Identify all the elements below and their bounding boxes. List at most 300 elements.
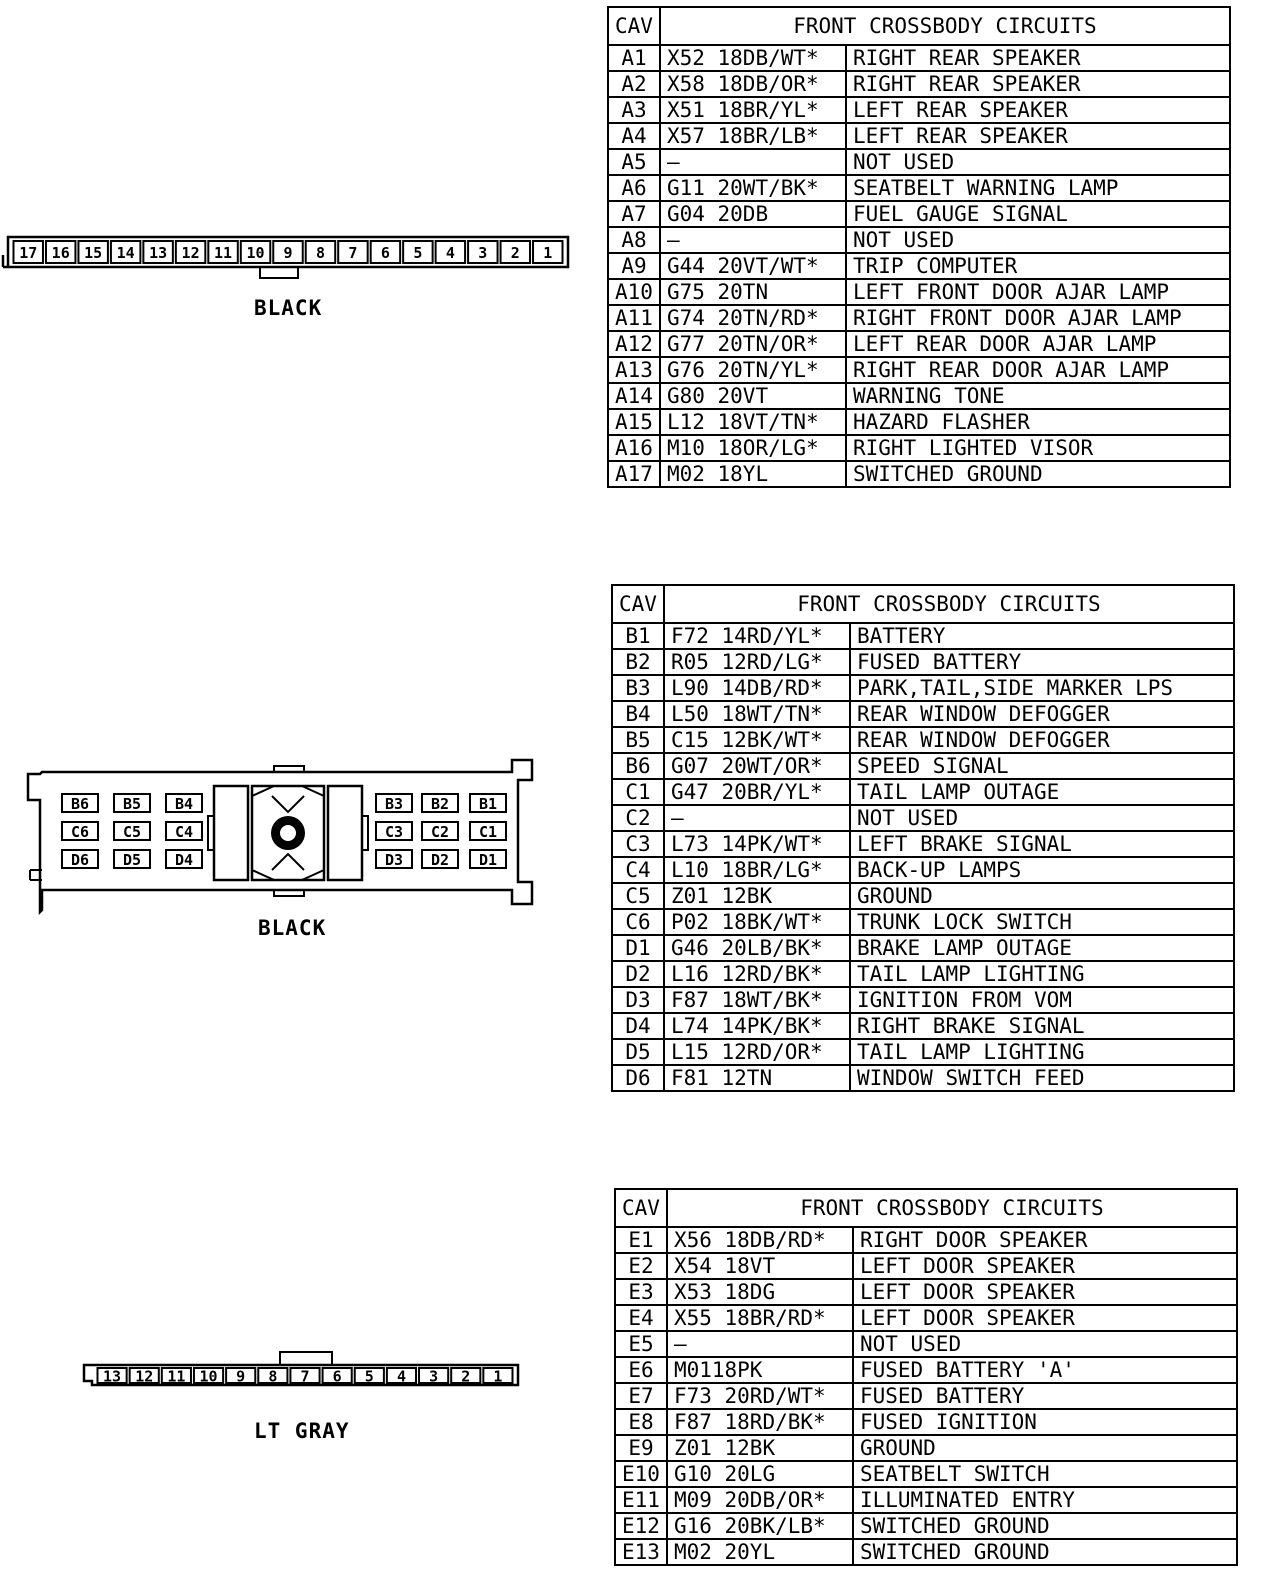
- cavity-label: C1: [478, 823, 498, 841]
- wire-code: M02 20YL: [667, 1539, 853, 1565]
- cavity-label: B5: [122, 795, 142, 813]
- table-row: [608, 45, 1230, 71]
- cavity-number: A9: [608, 253, 660, 279]
- table-row: [608, 149, 1230, 175]
- table-row: [615, 1279, 1237, 1305]
- wire-code: G75 20TN: [660, 279, 846, 305]
- wire-code: Z01 12BK: [664, 883, 850, 909]
- cavity: [436, 241, 465, 263]
- cavity-number: A11: [608, 305, 660, 331]
- cavity-label: 7: [348, 244, 358, 262]
- circuit-function: NOT USED: [850, 805, 1234, 831]
- connector-18-way: [22, 752, 542, 922]
- table-row: [608, 201, 1230, 227]
- table-row: [608, 279, 1230, 305]
- circuit-function: NOT USED: [846, 149, 1230, 175]
- cavity-number: B3: [612, 675, 664, 701]
- table-row: [608, 97, 1230, 123]
- wire-code: G16 20BK/LB*: [667, 1513, 853, 1539]
- wire-code: —: [667, 1331, 853, 1357]
- table-row: [612, 857, 1234, 883]
- table-row: [615, 1305, 1237, 1331]
- table-row: [612, 909, 1234, 935]
- circuit-function: RIGHT DOOR SPEAKER: [853, 1227, 1237, 1253]
- cavity: [323, 1368, 352, 1386]
- wire-code: L16 12RD/BK*: [664, 961, 850, 987]
- table-row: [608, 383, 1230, 409]
- cavity-label: 3: [478, 244, 488, 262]
- cavity: [290, 1368, 319, 1386]
- wire-code: L90 14DB/RD*: [664, 675, 850, 701]
- cavity: [98, 1368, 127, 1386]
- cavity-number: C5: [612, 883, 664, 909]
- cavity: [273, 241, 302, 263]
- circuit-function: RIGHT REAR SPEAKER: [846, 71, 1230, 97]
- cavity: [422, 822, 458, 841]
- circuit-function: GROUND: [853, 1435, 1237, 1461]
- wire-code: C15 12BK/WT*: [664, 727, 850, 753]
- table-row: [612, 961, 1234, 987]
- cavity-number: C3: [612, 831, 664, 857]
- cavity-label: 15: [84, 244, 103, 262]
- cavity: [501, 241, 530, 263]
- circuit-function: BACK-UP LAMPS: [850, 857, 1234, 883]
- wire-code: X55 18BR/RD*: [667, 1305, 853, 1331]
- cavity-label: 10: [246, 244, 265, 262]
- cavity-label: 4: [445, 244, 455, 262]
- cavity-number: B2: [612, 649, 664, 675]
- table-row: [615, 1383, 1237, 1409]
- wire-code: —: [660, 227, 846, 253]
- cavity-label: D4: [174, 851, 194, 869]
- wire-code: X53 18DG: [667, 1279, 853, 1305]
- cavity-label: 5: [364, 1367, 374, 1386]
- cavity-label: 5: [413, 244, 423, 262]
- table-row: [608, 227, 1230, 253]
- cavity-number: E10: [615, 1461, 667, 1487]
- cavity-number: A8: [608, 227, 660, 253]
- circuit-function: FUSED BATTERY: [853, 1383, 1237, 1409]
- wire-code: X56 18DB/RD*: [667, 1227, 853, 1253]
- wire-code: X57 18BR/LB*: [660, 123, 846, 149]
- connector-17-color-label: BLACK: [254, 296, 323, 320]
- connector-17-way: [0, 225, 580, 285]
- wire-code: G11 20WT/BK*: [660, 175, 846, 201]
- table-row: [612, 883, 1234, 909]
- circuit-function: SWITCHED GROUND: [853, 1513, 1237, 1539]
- cavity-number: A12: [608, 331, 660, 357]
- cavity-label: D1: [478, 851, 498, 869]
- wire-code: X52 18DB/WT*: [660, 45, 846, 71]
- circuit-function: SWITCHED GROUND: [853, 1539, 1237, 1565]
- cavity-number: C1: [612, 779, 664, 805]
- cavity-label: 3: [429, 1367, 439, 1386]
- cavity-number: A6: [608, 175, 660, 201]
- table-row: [608, 253, 1230, 279]
- wire-code: —: [664, 805, 850, 831]
- cavity: [376, 850, 412, 869]
- cavity-number: B5: [612, 727, 664, 753]
- cavity-label: 12: [135, 1367, 154, 1386]
- wire-code: Z01 12BK: [667, 1435, 853, 1461]
- cavity-label: 13: [103, 1367, 122, 1386]
- table-row: [608, 357, 1230, 383]
- wire-code: L73 14PK/WT*: [664, 831, 850, 857]
- cavity: [166, 850, 202, 869]
- cavity-number: E9: [615, 1435, 667, 1461]
- circuit-function: WARNING TONE: [846, 383, 1230, 409]
- wire-code: L74 14PK/BK*: [664, 1013, 850, 1039]
- circuit-function: HAZARD FLASHER: [846, 409, 1230, 435]
- cav-column-header: CAV: [612, 585, 664, 623]
- cavity: [114, 794, 150, 813]
- wire-code: F73 20RD/WT*: [667, 1383, 853, 1409]
- cavity-label: 6: [380, 244, 390, 262]
- cavity-label: 7: [300, 1367, 310, 1386]
- table-row: [615, 1435, 1237, 1461]
- cavity: [78, 241, 107, 263]
- cavity: [468, 241, 497, 263]
- cavity: [241, 241, 270, 263]
- cavity-label: B2: [430, 795, 450, 813]
- cavity-table-bcd: [611, 584, 1235, 1092]
- table-row: [612, 1039, 1234, 1065]
- wire-code: F87 18WT/BK*: [664, 987, 850, 1013]
- connector-18-center-block-left: [214, 786, 248, 880]
- circuit-function: SEATBELT WARNING LAMP: [846, 175, 1230, 201]
- cavity-label: 2: [461, 1367, 471, 1386]
- cavity: [483, 1368, 512, 1386]
- cavity-number: A10: [608, 279, 660, 305]
- table-row: [612, 1013, 1234, 1039]
- circuit-function: FUSED BATTERY: [850, 649, 1234, 675]
- circuit-function: BRAKE LAMP OUTAGE: [850, 935, 1234, 961]
- circuit-function: RIGHT REAR SPEAKER: [846, 45, 1230, 71]
- table-row: [615, 1409, 1237, 1435]
- table-row: [612, 753, 1234, 779]
- cavity: [111, 241, 140, 263]
- cavity: [470, 794, 506, 813]
- cavity-label: B3: [384, 795, 404, 813]
- cavity-number: D4: [612, 1013, 664, 1039]
- cavity-table-a: [607, 6, 1231, 488]
- cavity-number: A1: [608, 45, 660, 71]
- cavity-label: D5: [122, 851, 142, 869]
- wire-code: G04 20DB: [660, 201, 846, 227]
- cavity: [208, 241, 237, 263]
- cavity-number: D6: [625, 1066, 651, 1090]
- cavity: [114, 850, 150, 869]
- cavity-label: C2: [430, 823, 450, 841]
- cavity-number: B1: [612, 623, 664, 649]
- circuit-function: LEFT DOOR SPEAKER: [853, 1279, 1237, 1305]
- cavity: [403, 241, 432, 263]
- cavity: [422, 794, 458, 813]
- cavity-label: 12: [181, 244, 200, 262]
- wire-code: G46 20LB/BK*: [664, 935, 850, 961]
- circuit-function: WINDOW SWITCH FEED: [850, 1065, 1234, 1091]
- circuit-function: TRUNK LOCK SWITCH: [850, 909, 1234, 935]
- connector-17-cavities: [14, 241, 563, 263]
- cavity: [226, 1368, 255, 1386]
- cavity-number: A3: [608, 97, 660, 123]
- cavity-label: D2: [430, 851, 450, 869]
- wire-code: F87 18RD/BK*: [667, 1409, 853, 1435]
- circuit-function: TAIL LAMP LIGHTING: [850, 961, 1234, 987]
- circuit-function: LEFT REAR SPEAKER: [846, 123, 1230, 149]
- wire-code: G44 20VT/WT*: [660, 253, 846, 279]
- cavity: [62, 850, 98, 869]
- table-row: [615, 1253, 1237, 1279]
- table-row: [612, 649, 1234, 675]
- cavity-number: B4: [612, 701, 664, 727]
- cavity-label: 4: [396, 1367, 406, 1386]
- circuit-function: TAIL LAMP OUTAGE: [850, 779, 1234, 805]
- cavity-number: A15: [608, 409, 660, 435]
- cavity-number: C2: [612, 805, 664, 831]
- cavity-label: D6: [70, 851, 90, 869]
- circuit-function: SWITCHED GROUND: [846, 461, 1230, 487]
- cavity-label: 1: [493, 1367, 503, 1386]
- circuit-function: ILLUMINATED ENTRY: [853, 1487, 1237, 1513]
- cavity-label: C3: [384, 823, 404, 841]
- cavity: [470, 822, 506, 841]
- table-title: FRONT CROSSBODY CIRCUITS: [660, 7, 1230, 45]
- cavity-number: E2: [615, 1253, 667, 1279]
- circuit-function: FUSED IGNITION: [853, 1409, 1237, 1435]
- cavity: [422, 850, 458, 869]
- cavity: [62, 822, 98, 841]
- cavity: [194, 1368, 223, 1386]
- cavity-number: D3: [612, 987, 664, 1013]
- wire-code: G76 20TN/YL*: [660, 357, 846, 383]
- cavity-label: B6: [70, 795, 90, 813]
- connector-18-color-label: BLACK: [258, 916, 327, 940]
- cavity-number: E7: [615, 1383, 667, 1409]
- wire-code: X51 18BR/YL*: [660, 97, 846, 123]
- cavity: [376, 822, 412, 841]
- cavity-number: E12: [615, 1513, 667, 1539]
- cavity-label: 11: [167, 1367, 186, 1386]
- table-row: [612, 805, 1234, 831]
- cavity: [176, 241, 205, 263]
- cavity-number: D2: [612, 961, 664, 987]
- cav-column-header: CAV: [608, 7, 660, 45]
- cavity-number: A4: [608, 123, 660, 149]
- cavity: [143, 241, 172, 263]
- table-title: FRONT CROSSBODY CIRCUITS: [664, 585, 1234, 623]
- cavity-number: E11: [615, 1487, 667, 1513]
- wire-code: R05 12RD/LG*: [664, 649, 850, 675]
- cavity: [114, 822, 150, 841]
- circuit-function: GROUND: [850, 883, 1234, 909]
- cavity-label: 10: [199, 1367, 218, 1386]
- cavity-number: B6: [612, 753, 664, 779]
- cavity-label: 11: [214, 244, 233, 262]
- cavity-label: 13: [149, 244, 168, 262]
- table-row: [608, 331, 1230, 357]
- circuit-function: BATTERY: [850, 623, 1234, 649]
- cavity-label: 6: [332, 1367, 342, 1386]
- wire-code: P02 18BK/WT*: [664, 909, 850, 935]
- cavity-number: C4: [612, 857, 664, 883]
- table-row: [615, 1539, 1237, 1565]
- cavity-number: A16: [608, 435, 660, 461]
- circuit-function: RIGHT REAR DOOR AJAR LAMP: [846, 357, 1230, 383]
- circuit-function: LEFT DOOR SPEAKER: [853, 1305, 1237, 1331]
- table-row: [612, 831, 1234, 857]
- cavity-number: E3: [615, 1279, 667, 1305]
- table-row: [612, 935, 1234, 961]
- cavity: [162, 1368, 191, 1386]
- table-row: [615, 1357, 1237, 1383]
- cavity-label: 17: [19, 244, 38, 262]
- wire-code: L10 18BR/LG*: [664, 857, 850, 883]
- wire-code: G74 20TN/RD*: [660, 305, 846, 331]
- cavity-label: D3: [384, 851, 404, 869]
- table-row: [608, 71, 1230, 97]
- circuit-function: LEFT FRONT DOOR AJAR LAMP: [846, 279, 1230, 305]
- cavity-number: E1: [615, 1227, 667, 1253]
- cavity: [130, 1368, 159, 1386]
- table-row: [608, 435, 1230, 461]
- cavity-label: 1: [543, 244, 553, 262]
- cavity: [376, 794, 412, 813]
- circuit-function: FUEL GAUGE SIGNAL: [846, 201, 1230, 227]
- wire-code: G07 20WT/OR*: [664, 753, 850, 779]
- cavity-label: 2: [510, 244, 520, 262]
- wire-code: F72 14RD/YL*: [664, 623, 850, 649]
- cavity-label: 8: [315, 244, 325, 262]
- wire-code: M09 20DB/OR*: [667, 1487, 853, 1513]
- cavity-number: E13: [622, 1540, 660, 1564]
- cavity: [338, 241, 367, 263]
- cavity: [46, 241, 75, 263]
- circuit-function: NOT USED: [853, 1331, 1237, 1357]
- cavity: [258, 1368, 287, 1386]
- circuit-function: NOT USED: [846, 227, 1230, 253]
- circuit-function: IGNITION FROM VOM: [850, 987, 1234, 1013]
- cavity-label: 9: [283, 244, 293, 262]
- circuit-function: RIGHT FRONT DOOR AJAR LAMP: [846, 305, 1230, 331]
- table-row: [612, 701, 1234, 727]
- circuit-function: RIGHT BRAKE SIGNAL: [850, 1013, 1234, 1039]
- wire-code: M02 18YL: [660, 461, 846, 487]
- table-row: [615, 1461, 1237, 1487]
- cav-column-header: CAV: [615, 1189, 667, 1227]
- wire-code: G10 20LG: [667, 1461, 853, 1487]
- cavity-label: B4: [174, 795, 194, 813]
- connector-13-latch: [280, 1352, 332, 1365]
- connector-13-cavities: [98, 1368, 513, 1386]
- cavity: [166, 794, 202, 813]
- table-row: [612, 1065, 1234, 1091]
- circuit-function: FUSED BATTERY 'A': [853, 1357, 1237, 1383]
- cavity: [451, 1368, 480, 1386]
- cavity: [355, 1368, 384, 1386]
- cavity-number: A13: [608, 357, 660, 383]
- circuit-function: PARK,TAIL,SIDE MARKER LPS: [850, 675, 1234, 701]
- circuit-function: SEATBELT SWITCH: [853, 1461, 1237, 1487]
- table-row: [612, 727, 1234, 753]
- cavity-number: A2: [608, 71, 660, 97]
- table-row: [612, 623, 1234, 649]
- wire-code: X54 18VT: [667, 1253, 853, 1279]
- cavity-label: 8: [268, 1367, 278, 1386]
- circuit-function: TRIP COMPUTER: [846, 253, 1230, 279]
- cavity-number: D5: [612, 1039, 664, 1065]
- table-row: [612, 987, 1234, 1013]
- cavity-label: C5: [122, 823, 142, 841]
- connector-13-way: [80, 1345, 530, 1395]
- circuit-function: SPEED SIGNAL: [850, 753, 1234, 779]
- cavity: [14, 241, 43, 263]
- cavity-number: D1: [612, 935, 664, 961]
- cavity-label: C4: [174, 823, 194, 841]
- circuit-function: TAIL LAMP LIGHTING: [850, 1039, 1234, 1065]
- table-row: [615, 1487, 1237, 1513]
- wire-code: M0118PK: [667, 1357, 853, 1383]
- cavity: [371, 241, 400, 263]
- circuit-function: LEFT REAR DOOR AJAR LAMP: [846, 331, 1230, 357]
- cavity-label: 16: [51, 244, 70, 262]
- cavity-number: A14: [608, 383, 660, 409]
- wire-code: F81 12TN: [664, 1065, 850, 1091]
- cavity: [533, 241, 562, 263]
- cavity: [166, 822, 202, 841]
- wire-code: L12 18VT/TN*: [660, 409, 846, 435]
- circuit-function: LEFT BRAKE SIGNAL: [850, 831, 1234, 857]
- cavity: [62, 794, 98, 813]
- cavity-number: A17: [615, 462, 653, 486]
- table-row: [608, 175, 1230, 201]
- cavity: [419, 1368, 448, 1386]
- cavity-number: E5: [615, 1331, 667, 1357]
- table-row: [615, 1331, 1237, 1357]
- cavity-number: E8: [615, 1409, 667, 1435]
- wire-code: G80 20VT: [660, 383, 846, 409]
- table-row: [612, 675, 1234, 701]
- cavity-number: E4: [615, 1305, 667, 1331]
- cavity: [387, 1368, 416, 1386]
- table-row: [615, 1513, 1237, 1539]
- cavity: [470, 850, 506, 869]
- connector-13-color-label: LT GRAY: [254, 1419, 350, 1443]
- cavity-number: A5: [608, 149, 660, 175]
- table-row: [612, 779, 1234, 805]
- table-row: [608, 305, 1230, 331]
- wire-code: L50 18WT/TN*: [664, 701, 850, 727]
- wire-code: L15 12RD/OR*: [664, 1039, 850, 1065]
- circuit-function: RIGHT LIGHTED VISOR: [846, 435, 1230, 461]
- circuit-function: REAR WINDOW DEFOGGER: [850, 701, 1234, 727]
- table-row: [608, 409, 1230, 435]
- wire-code: G77 20TN/OR*: [660, 331, 846, 357]
- table-row: [608, 461, 1230, 487]
- cavity-label: 9: [236, 1367, 246, 1386]
- circuit-function: LEFT DOOR SPEAKER: [853, 1253, 1237, 1279]
- cavity-label: 14: [116, 244, 135, 262]
- cavity-number: E6: [615, 1357, 667, 1383]
- wire-code: M10 18OR/LG*: [660, 435, 846, 461]
- cavity-table-e: [614, 1188, 1238, 1566]
- wire-code: G47 20BR/YL*: [664, 779, 850, 805]
- cavity-label: B1: [478, 795, 498, 813]
- cavity-number: A7: [608, 201, 660, 227]
- wire-code: X58 18DB/OR*: [660, 71, 846, 97]
- cavity: [306, 241, 335, 263]
- connector-18-center-block-right: [328, 786, 362, 880]
